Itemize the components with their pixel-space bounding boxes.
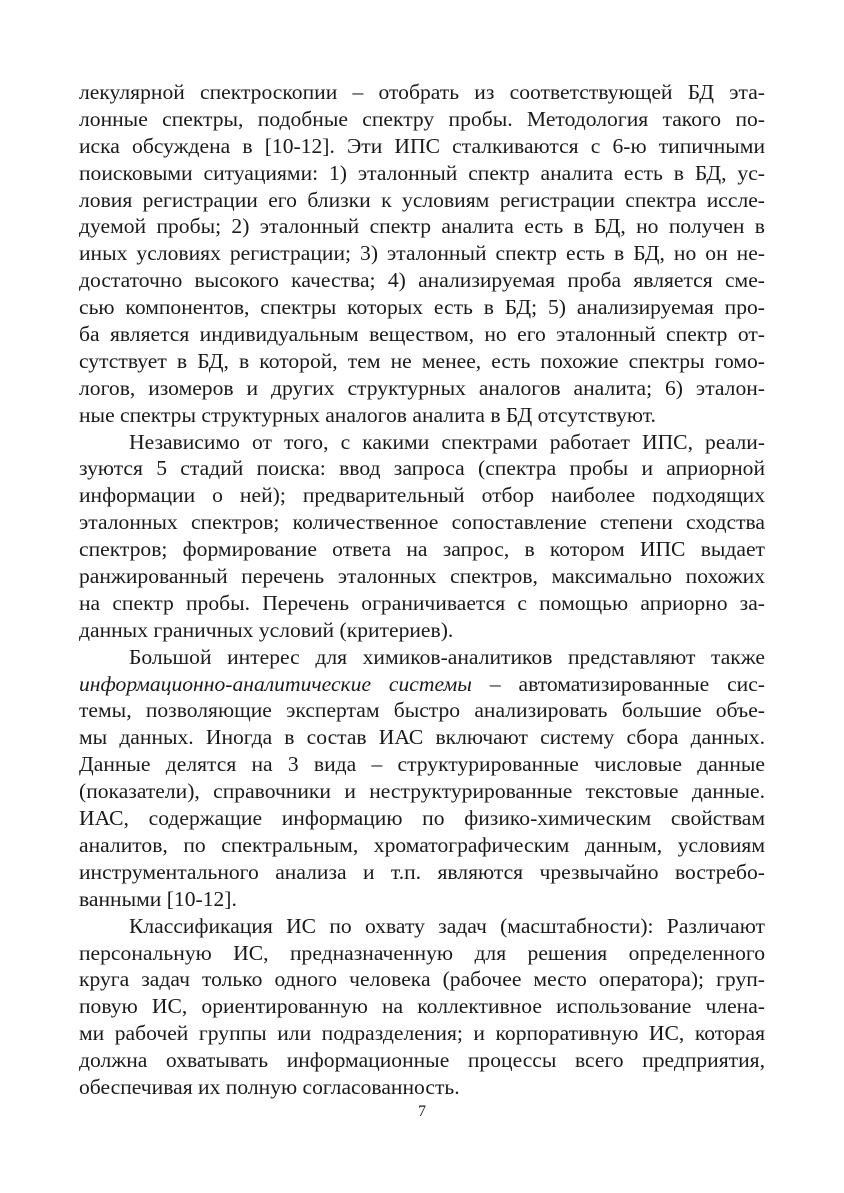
text-line: ба является индивидуальным веществом, но его эталонный спектр от-	[79, 322, 765, 347]
paragraph-1	[79, 79, 765, 429]
text-line: Независимо от того, с какими спектрами работает ИПС, реали-	[129, 429, 765, 454]
page-number: 7	[418, 1103, 426, 1120]
text-line: Классификация ИС по охвату задач (масштабности): Различают	[129, 913, 765, 938]
text-line: темы, позволяющие экспертам быстро анализировать большие объе-	[79, 698, 765, 723]
text-line: логов, изомеров и других структурных аналогов аналита; 6) эталон-	[79, 375, 765, 400]
text-line	[79, 671, 765, 698]
text-line: ловия регистрации его близки к условиям регистрации спектра иссле-	[79, 187, 765, 212]
text-line: дуемой пробы; 2) эталонный спектр аналита есть в БД, но получен в	[79, 214, 765, 239]
text-line: иных условиях регистрации; 3) эталонный спектр есть в БД, но он не-	[79, 241, 765, 266]
text-line: поисковыми ситуациями: 1) эталонный спектр аналита есть в БД, ус-	[79, 160, 765, 185]
text-line: эталонных спектров; количественное сопоставление степени сходства	[79, 510, 765, 535]
text-line: обеспечивая их полную согласованность.	[79, 1074, 460, 1099]
text-line: повую ИС, ориентированную на коллективное использование члена-	[79, 994, 765, 1019]
text-line: персональную ИС, предназначенную для решения определенного	[79, 940, 765, 965]
text-line: ми рабочей группы или подразделения; и корпоративную ИС, которая	[79, 1021, 765, 1046]
text-line: зуются 5 стадий поиска: ввод запроса (спектра пробы и априорной	[79, 456, 765, 481]
paragraph-3	[79, 644, 765, 913]
text-line: на спектр пробы. Перечень ограничивается с помощью априорно за-	[79, 590, 765, 615]
text-line: лонные спектры, подобные спектру пробы. Методология такого по-	[79, 106, 765, 131]
paragraph-2	[79, 429, 765, 644]
page-body	[79, 79, 765, 1101]
text-line: Данные делятся на 3 вида – структурированные числовые данные	[79, 752, 765, 777]
text-line-rest: – автоматизированные сис-	[471, 671, 765, 696]
text-line: иска обсуждена в [10-12]. Эти ИПС сталкиваются с 6-ю типичными	[79, 133, 765, 158]
text-line: достаточно высокого качества; 4) анализируемая проба является сме-	[79, 268, 765, 293]
text-line: сутствует в БД, в которой, тем не менее, есть похожие спектры гомо-	[79, 348, 765, 373]
text-line: круга задач только одного человека (рабочее место оператора); груп-	[79, 967, 765, 992]
text-line: информации о ней); предварительный отбор наиболее подходящих	[79, 483, 765, 508]
text-line: сью компонентов, спектры которых есть в БД; 5) анализируемая про-	[79, 295, 765, 320]
text-line: лекулярной спектроскопии – отобрать из соответствующей БД эта-	[79, 80, 765, 104]
text-line: ИАС, содержащие информацию по физико-химическим свойствам	[79, 806, 765, 831]
text-line: спектров; формирование ответа на запрос, в котором ИПС выдает	[79, 537, 765, 562]
text-line: ранжированный перечень эталонных спектров, максимально похожих	[79, 564, 765, 589]
text-line: мы данных. Иногда в состав ИАС включают систему сбора данных.	[79, 725, 765, 750]
text-line: данных граничных условий (критериев).	[79, 617, 454, 642]
text-line: аналитов, по спектральным, хроматографическим данным, условиям	[79, 832, 765, 857]
text-line: должна охватывать информационные процессы всего предприятия,	[79, 1048, 765, 1073]
paragraph-4	[79, 913, 765, 1101]
text-line: ванными [10-12].	[79, 886, 237, 911]
text-line: ные спектры структурных аналогов аналита в БД отсутствуют.	[79, 402, 656, 427]
text-line: инструментального анализа и т.п. являются чрезвычайно востребо-	[79, 859, 765, 884]
italic-term: информационно-аналитические системы	[79, 671, 472, 696]
text-line: Большой интерес для химиков-аналитиков представляют также	[129, 644, 765, 669]
text-line: (показатели), справочники и неструктурированные текстовые данные.	[79, 779, 765, 804]
